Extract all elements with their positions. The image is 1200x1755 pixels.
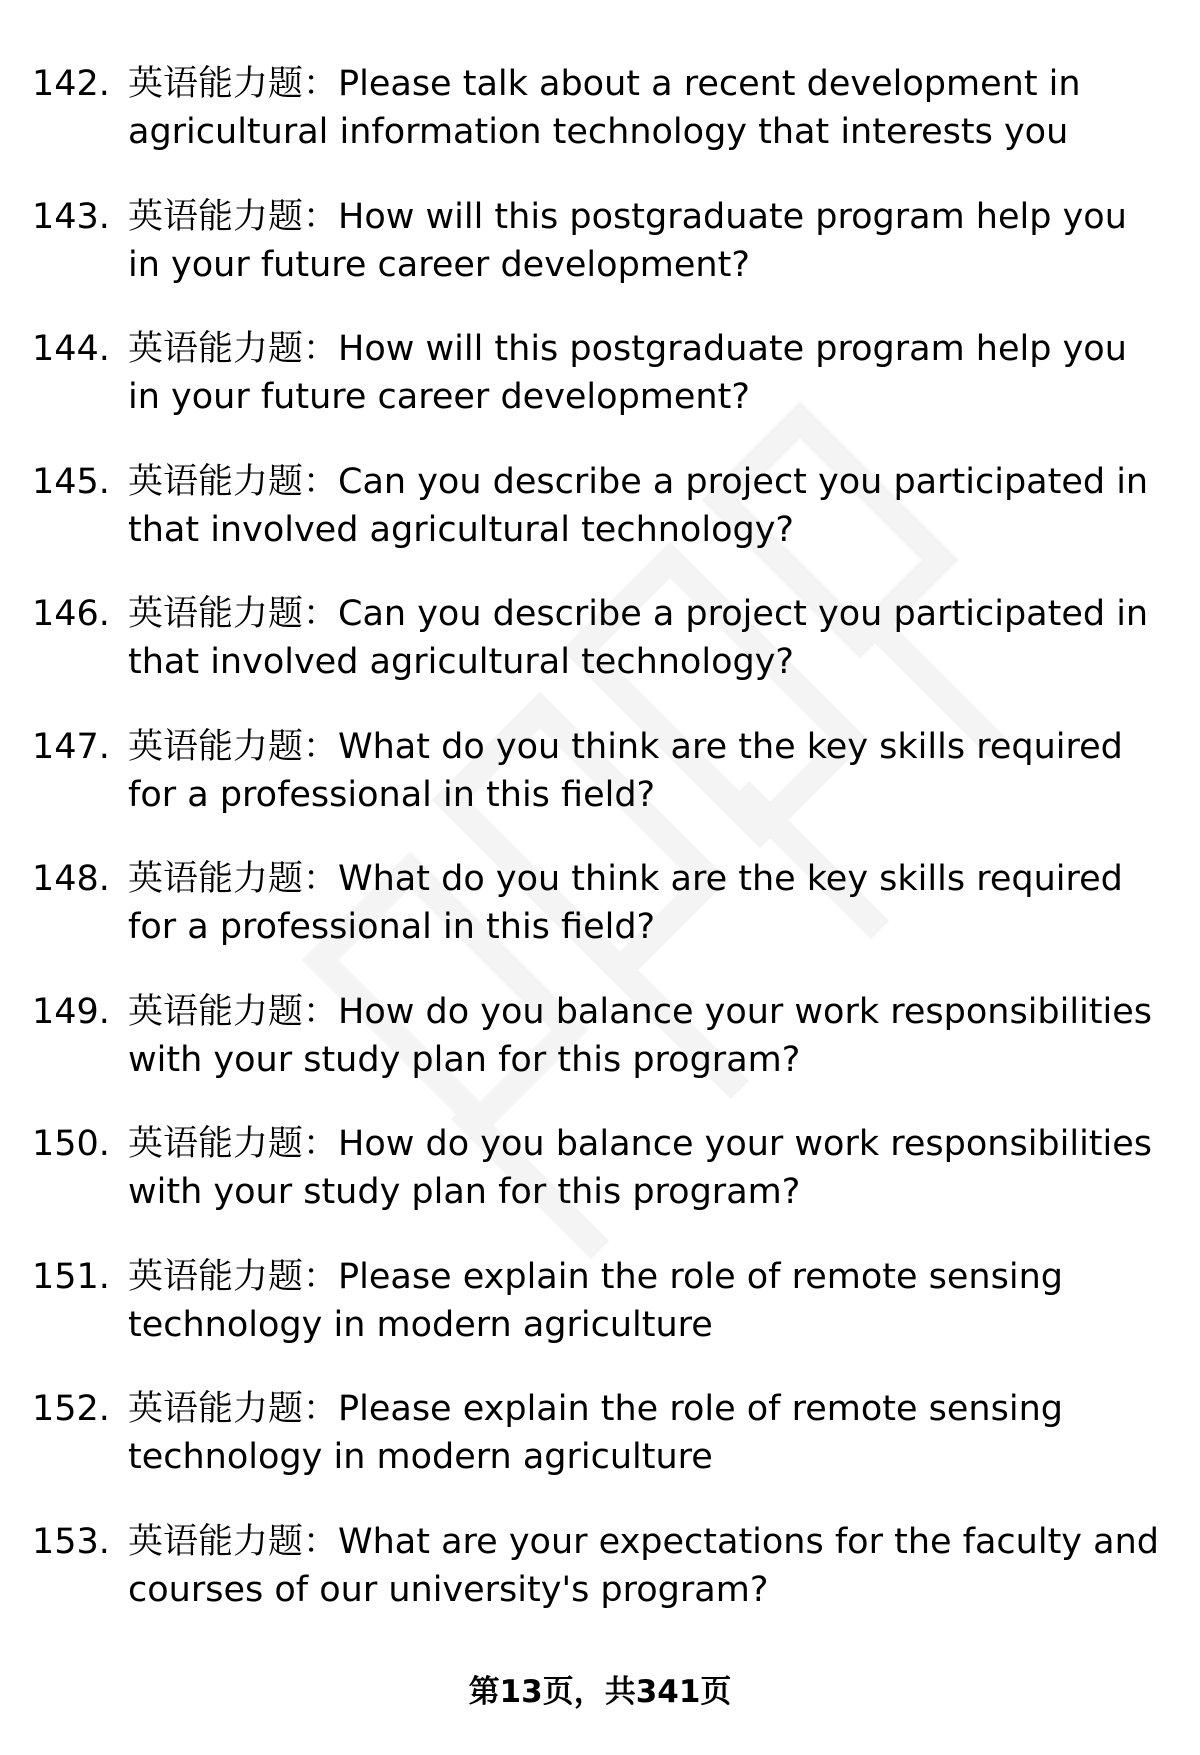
question-line-1: What do you think are the key skills required [338, 726, 1123, 767]
question-line-2: with your study plan for this program? [128, 1039, 801, 1080]
question-prefix: 英语能力题： [128, 329, 339, 369]
question-number: 145. [32, 461, 110, 502]
question-line-1: How do you balance your work responsibilities [338, 991, 1153, 1032]
question-number: 146. [32, 594, 110, 634]
question-line-1: How will this postgraduate program help you [338, 329, 1127, 369]
question-line-2: technology in modern agriculture [128, 1437, 713, 1477]
question-prefix: 英语能力题： [128, 64, 339, 104]
question-number: 149. [32, 991, 110, 1032]
question-line-1: What are your expectations for the faculty and [338, 1521, 1159, 1562]
question-text [128, 60, 1173, 156]
question-number: 148. [32, 859, 110, 899]
question-line [128, 988, 1173, 1036]
question-item [0, 58, 1200, 191]
question-line [128, 590, 1173, 638]
question-line [128, 458, 1173, 506]
question-number: 153. [32, 1521, 110, 1562]
question-item [0, 986, 1200, 1119]
question-item [0, 1118, 1200, 1251]
question-text [128, 458, 1173, 554]
question-line-2: courses of our university's program? [128, 1569, 769, 1610]
question-line-2: in your future career development? [128, 377, 750, 417]
question-number: 147. [32, 726, 110, 767]
question-prefix: 英语能力题： [128, 859, 339, 899]
question-line-1: How will this postgraduate program help you [338, 196, 1127, 237]
question-line-1: Can you describe a project you participated in [338, 594, 1149, 634]
question-line-2: technology in modern agriculture [128, 1304, 713, 1345]
question-line-2: for a professional in this field? [128, 907, 656, 947]
question-text [128, 1120, 1173, 1216]
question-item [0, 721, 1200, 854]
question-line-1: Please explain the role of remote sensing [338, 1256, 1063, 1297]
question-line-2: agricultural information technology that interests you [128, 112, 1069, 152]
question-number: 144. [32, 329, 110, 369]
question-text [128, 325, 1173, 421]
question-text [128, 193, 1173, 289]
question-text [128, 855, 1173, 951]
question-text [128, 1518, 1173, 1614]
question-line-2: that involved agricultural technology? [128, 642, 794, 682]
question-line [128, 60, 1173, 108]
question-line [128, 325, 1173, 373]
question-line-1: What do you think are the key skills required [338, 859, 1123, 899]
question-item [0, 853, 1200, 986]
question-prefix: 英语能力题： [128, 1521, 339, 1562]
question-number: 151. [32, 1256, 110, 1297]
question-text [128, 988, 1173, 1084]
question-line-2: in your future career development? [128, 244, 750, 285]
question-line [128, 723, 1173, 771]
question-text [128, 590, 1173, 686]
question-prefix: 英语能力题： [128, 461, 339, 502]
question-item [0, 1383, 1200, 1516]
question-prefix: 英语能力题： [128, 196, 339, 237]
question-line [128, 1253, 1173, 1301]
question-line-2: for a professional in this field? [128, 774, 656, 815]
question-item [0, 191, 1200, 324]
question-prefix: 英语能力题： [128, 726, 339, 767]
question-line-2: with your study plan for this program? [128, 1172, 801, 1212]
question-prefix: 英语能力题： [128, 594, 339, 634]
question-item [0, 1251, 1200, 1384]
question-prefix: 英语能力题： [128, 1389, 339, 1429]
question-item [0, 588, 1200, 721]
question-line-1: How do you balance your work responsibilities [338, 1124, 1153, 1164]
question-line-2: that involved agricultural technology? [128, 509, 794, 550]
question-number: 142. [32, 64, 110, 104]
question-number: 150. [32, 1124, 110, 1164]
question-line-1: Can you describe a project you participated in [338, 461, 1149, 502]
question-prefix: 英语能力题： [128, 1124, 339, 1164]
question-text [128, 1385, 1173, 1481]
question-line-1: Please talk about a recent development in [338, 64, 1081, 104]
page-footer: 第13页，共341页 [468, 1674, 732, 1710]
question-number: 143. [32, 196, 110, 237]
question-line [128, 1120, 1173, 1168]
question-item [0, 456, 1200, 589]
question-number: 152. [32, 1389, 110, 1429]
question-item [0, 1516, 1200, 1649]
question-line [128, 855, 1173, 903]
question-line-1: Please explain the role of remote sensing [338, 1389, 1063, 1429]
question-list [0, 58, 1200, 1648]
question-line [128, 193, 1173, 241]
question-prefix: 英语能力题： [128, 991, 339, 1032]
question-prefix: 英语能力题： [128, 1256, 339, 1297]
question-text [128, 1253, 1173, 1349]
question-item [0, 323, 1200, 456]
question-line [128, 1385, 1173, 1433]
question-text [128, 723, 1173, 819]
question-line [128, 1518, 1173, 1566]
